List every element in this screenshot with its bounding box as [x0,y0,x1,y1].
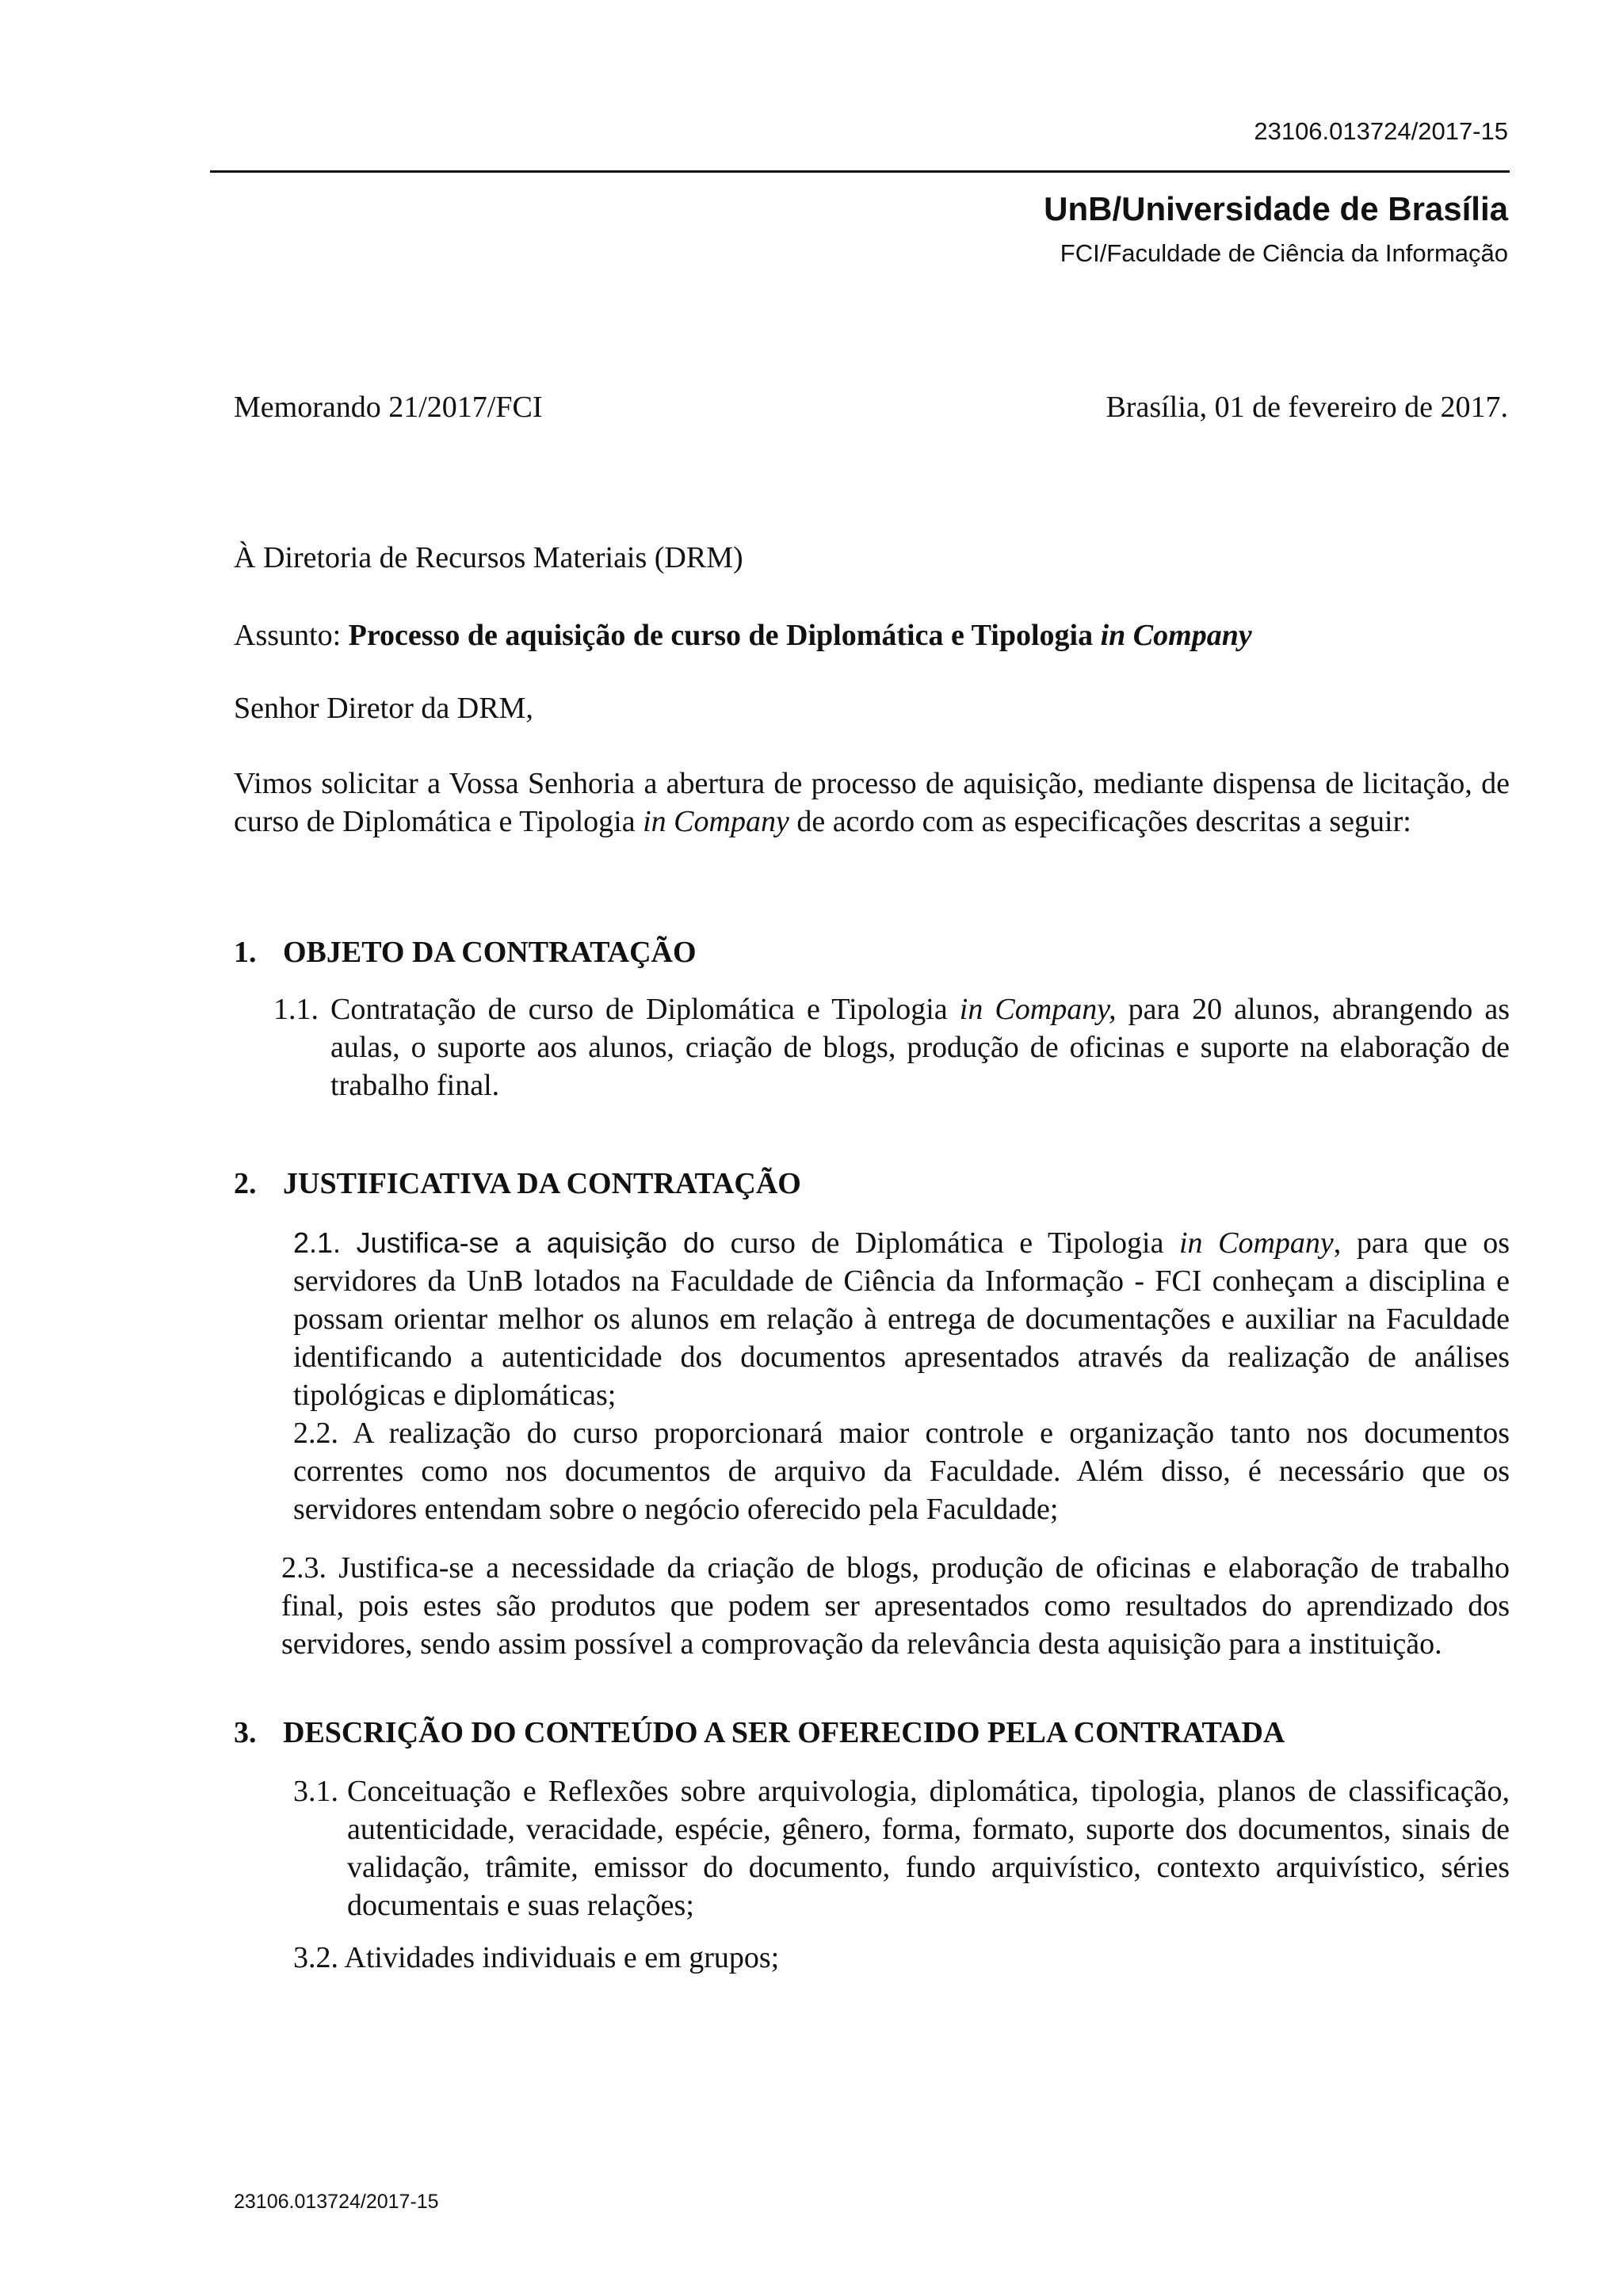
item-body: Conceituação e Reflexões sobre arquivologia, diplomática, tipologia, planos de classificação, autenticidade, veracidade, espécie, gênero, forma, formato, suporte dos documentos, sinais de validação, trâmite, emissor do documento, fundo arquivístico, contexto arquivístico, séries documentais e suas relações; [347,1775,1510,1922]
item-3-2 [293,1939,1510,1977]
subject-text: Processo de aquisição de curso de Diplomática e Tipologia [348,619,1101,652]
item-body [273,990,1510,1104]
section-number: 3. [234,1716,257,1749]
item-text: A realização do curso proporcionará maior controle e organização tanto nos documentos correntes como nos documentos de arquivo da Faculdade. Além disso, é necessário que os servidores entendam sobre o negócio oferecido pela Faculdade; [293,1417,1510,1526]
item-text: Justifica-se a necessidade da criação de blogs, produção de oficinas e elaboração de trabalho final, pois estes são produtos que podem ser apresentados como resultados do aprendizado dos servidores, sendo assim possível a comprovação da relevância desta aquisição para a instituição. [281,1551,1510,1661]
process-number-footer: 23106.013724/2017-15 [234,2191,439,2213]
process-number-top: 23106.013724/2017-15 [1254,117,1508,145]
item-number: 1.1. [273,993,319,1026]
item-2-2 [293,1414,1510,1528]
item-number: 3.1. [293,1775,338,1808]
section-2-heading [234,1165,801,1203]
section-title: OBJETO DA CONTRATAÇÃO [283,936,697,969]
section-1-heading [234,933,697,971]
item-text: curso de Diplomática e Tipologia [715,1226,1179,1260]
section-number: 2. [234,1167,257,1200]
section-3-heading [234,1714,1285,1752]
item-number: 2.3. [281,1551,327,1585]
subject-italic: in Company [1100,619,1252,652]
item-1-1 [273,990,1510,1104]
intro-text-b: de acordo com as especificações descritas a seguir: [789,805,1411,838]
item-number: 2.1. [293,1226,342,1259]
recipient: À Diretoria de Recursos Materiais (DRM) [234,541,743,574]
item-text: para 20 alunos, abrangendo as aulas, o suporte aos alunos, criação de blogs, produção de oficinas e suporte na elaboração de trabalho final. [330,993,1510,1102]
item-3-1 [293,1772,1510,1924]
faculty-name: FCI/Faculdade de Ciência da Informação [1060,239,1508,267]
memo-number: Memorando 21/2017/FCI [234,391,543,424]
university-name: UnB/Universidade de Brasília [1044,190,1508,227]
item-2-3 [281,1549,1510,1663]
intro-italic: in Company [643,805,789,838]
greeting: Senhor Diretor da DRM, [234,692,533,725]
item-number: 3.2. [293,1941,338,1974]
item-2-1 [293,1224,1510,1414]
item-text: Contratação de curso de Diplomática e Tipologia [330,993,960,1026]
item-number: 2.2. [293,1417,338,1450]
intro-text-a: Vimos solicitar a Vossa Senhoria a abertura de processo de aquisição, mediante dispensa de licitação, de curso de Diplomática e Tipologia [234,767,1510,838]
item-text: Atividades individuais e em grupos; [344,1941,780,1974]
subject-label: Assunto: [234,619,349,652]
item-lead: Justifica-se a aquisição do [356,1226,716,1259]
subject-line [234,616,1252,654]
item-text: , para que os servidores da UnB lotados na Faculdade de Ciência da Informação - FCI conheçam a disciplina e possam orientar melhor os alunos em relação à entrega de documentações e auxiliar na Faculdade identificando a autenticidade dos documentos apresentados através da realização de análises tipológicas e diplomáticas; [293,1226,1510,1412]
item-italic: in Company [1179,1226,1334,1260]
section-number: 1. [234,936,257,969]
header-divider [210,170,1510,173]
section-title: DESCRIÇÃO DO CONTEÚDO A SER OFERECIDO PELA CONTRATADA [283,1716,1285,1749]
intro-paragraph [234,765,1510,841]
item-italic: in Company, [959,993,1117,1026]
memo-date: Brasília, 01 de fevereiro de 2017. [1106,391,1508,424]
section-title: JUSTIFICATIVA DA CONTRATAÇÃO [283,1167,801,1200]
